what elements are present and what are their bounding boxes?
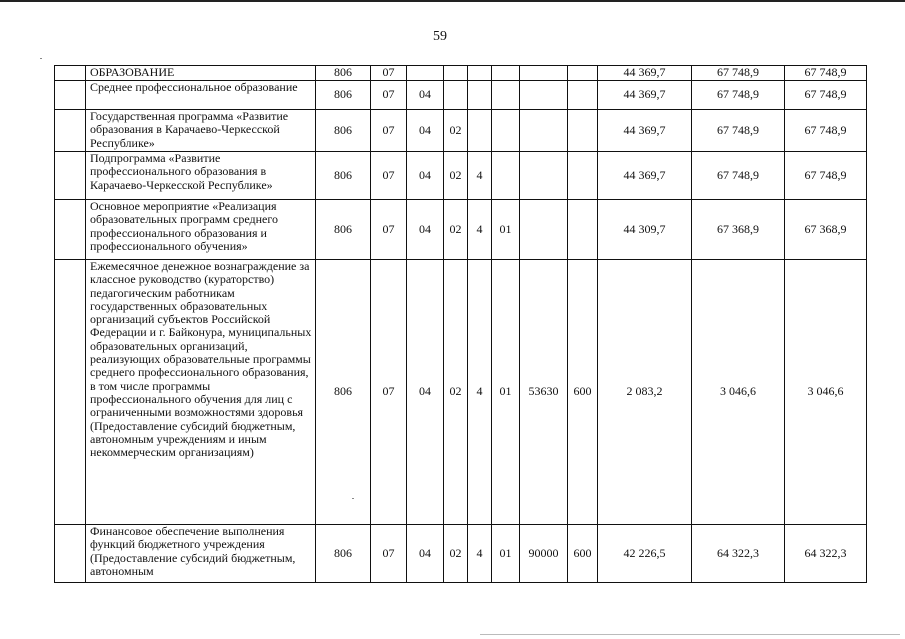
scan-speck — [352, 498, 354, 499]
budget-table — [54, 65, 867, 583]
code-event — [492, 81, 520, 110]
code-subprogram: 4 — [468, 200, 492, 260]
table-row — [55, 525, 867, 583]
value-year-3: 67 748,9 — [785, 81, 867, 110]
code-ministry: 806 — [316, 110, 371, 152]
value-year-3: 67 368,9 — [785, 200, 867, 260]
code-subsection: 04 — [407, 152, 444, 200]
code-expense-type: 600 — [568, 260, 598, 525]
value-year-2: 64 322,3 — [692, 525, 785, 583]
code-program: 02 — [444, 200, 468, 260]
scan-bottom-line — [480, 634, 900, 635]
code-event — [492, 110, 520, 152]
value-year-1: 42 226,5 — [598, 525, 692, 583]
value-year-2: 67 368,9 — [692, 200, 785, 260]
code-section: 07 — [371, 260, 407, 525]
code-section: 07 — [371, 525, 407, 583]
code-expense-type — [568, 110, 598, 152]
value-year-2: 3 046,6 — [692, 260, 785, 525]
code-subsection: 04 — [407, 81, 444, 110]
code-direction — [520, 110, 568, 152]
table-row — [55, 260, 867, 525]
row-name: Подпрограмма «Развитие профессионального образования в Карачаево-Черкесской Республике» — [86, 152, 316, 200]
value-year-1: 44 369,7 — [598, 66, 692, 81]
code-expense-type — [568, 81, 598, 110]
row-name: Государственная программа «Развитие образования в Карачаево-Черкесской Республике» — [86, 110, 316, 152]
code-ministry: 806 — [316, 200, 371, 260]
code-section: 07 — [371, 66, 407, 81]
table-row — [55, 152, 867, 200]
row-marker-cell — [55, 81, 86, 110]
value-year-1: 44 369,7 — [598, 152, 692, 200]
value-year-2: 67 748,9 — [692, 66, 785, 81]
code-subprogram — [468, 66, 492, 81]
value-year-3: 67 748,9 — [785, 66, 867, 81]
table-row — [55, 66, 867, 81]
code-subprogram: 4 — [468, 525, 492, 583]
code-subprogram: 4 — [468, 152, 492, 200]
code-program: 02 — [444, 260, 468, 525]
row-name: Основное мероприятие «Реализация образовательных программ среднего профессионального образования и профессионального обучения» — [86, 200, 316, 260]
value-year-3: 64 322,3 — [785, 525, 867, 583]
code-direction — [520, 152, 568, 200]
value-year-1: 2 083,2 — [598, 260, 692, 525]
code-event — [492, 152, 520, 200]
code-direction — [520, 81, 568, 110]
code-subsection: 04 — [407, 110, 444, 152]
code-subprogram — [468, 81, 492, 110]
value-year-3: 3 046,6 — [785, 260, 867, 525]
code-direction — [520, 66, 568, 81]
table-row — [55, 200, 867, 260]
code-ministry: 806 — [316, 81, 371, 110]
code-subsection: 04 — [407, 260, 444, 525]
code-program: 02 — [444, 152, 468, 200]
code-program: 02 — [444, 525, 468, 583]
budget-table-body — [55, 66, 867, 583]
row-marker-cell — [55, 200, 86, 260]
row-name: Финансовое обеспечение выполнения функций бюджетного учреждения (Предоставление субсидий бюджетным, автономным — [86, 525, 316, 583]
row-marker-cell — [55, 260, 86, 525]
code-direction: 53630 — [520, 260, 568, 525]
row-marker-cell — [55, 152, 86, 200]
value-year-3: 67 748,9 — [785, 110, 867, 152]
code-expense-type — [568, 66, 598, 81]
row-marker-cell — [55, 66, 86, 81]
table-row — [55, 81, 867, 110]
code-event: 01 — [492, 525, 520, 583]
code-subsection: 04 — [407, 200, 444, 260]
code-program: 02 — [444, 110, 468, 152]
code-ministry: 806 — [316, 525, 371, 583]
row-name: Среднее профессиональное образование — [86, 81, 316, 110]
row-marker-cell — [55, 525, 86, 583]
code-subsection — [407, 66, 444, 81]
table-row — [55, 110, 867, 152]
code-expense-type — [568, 200, 598, 260]
code-expense-type — [568, 152, 598, 200]
code-subsection: 04 — [407, 525, 444, 583]
code-ministry: 806 — [316, 260, 371, 525]
row-name: ОБРАЗОВАНИЕ — [86, 66, 316, 81]
code-ministry: 806 — [316, 152, 371, 200]
code-event: 01 — [492, 200, 520, 260]
value-year-1: 44 369,7 — [598, 81, 692, 110]
page-number: 59 — [433, 29, 447, 44]
code-event — [492, 66, 520, 81]
page-top-edge — [0, 0, 905, 2]
code-expense-type: 600 — [568, 525, 598, 583]
code-section: 07 — [371, 81, 407, 110]
row-name: Ежемесячное денежное вознаграждение за классное руководство (кураторство) педагогическим работникам государственных образовательных организаций субъектов Российской Федерации и г. Байконура, муниципальных образовательных организаций, реализующих образовательные программы среднего профессионального образования, в том числе программы профессионального обучения для лиц с ограниченными возможностями здоровья (Предоставление субсидий бюджетным, автономным учреждениям и иным некоммерческим организациям) — [86, 260, 316, 525]
row-marker-cell — [55, 110, 86, 152]
code-ministry: 806 — [316, 66, 371, 81]
value-year-2: 67 748,9 — [692, 81, 785, 110]
code-section: 07 — [371, 110, 407, 152]
value-year-2: 67 748,9 — [692, 110, 785, 152]
value-year-2: 67 748,9 — [692, 152, 785, 200]
code-program — [444, 66, 468, 81]
value-year-1: 44 369,7 — [598, 110, 692, 152]
code-direction — [520, 200, 568, 260]
code-subprogram — [468, 110, 492, 152]
value-year-3: 67 748,9 — [785, 152, 867, 200]
value-year-1: 44 309,7 — [598, 200, 692, 260]
code-program — [444, 81, 468, 110]
code-direction: 90000 — [520, 525, 568, 583]
code-section: 07 — [371, 200, 407, 260]
code-event: 01 — [492, 260, 520, 525]
scan-speck — [40, 58, 42, 59]
code-section: 07 — [371, 152, 407, 200]
code-subprogram: 4 — [468, 260, 492, 525]
